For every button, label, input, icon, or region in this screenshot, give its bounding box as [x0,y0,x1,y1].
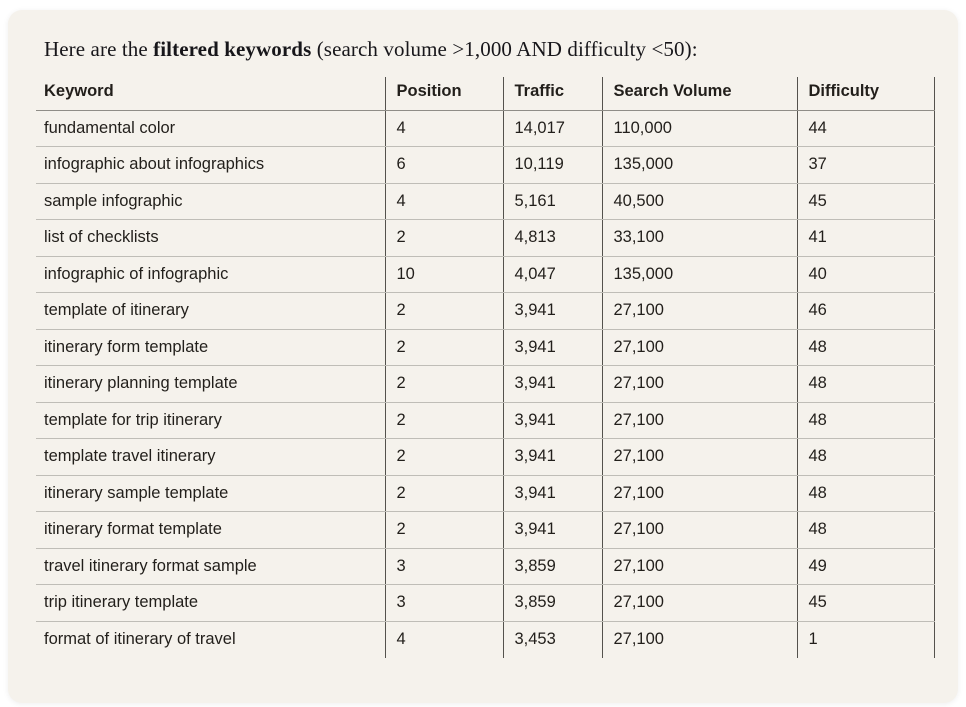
table-cell: 3,859 [503,548,602,585]
table-cell: 3,941 [503,329,602,366]
table-cell: 48 [797,366,934,403]
table-cell: 4 [385,621,503,658]
table-cell: 48 [797,402,934,439]
table-row [36,329,934,366]
column-header-traffic: Traffic [503,77,602,110]
table-cell: 2 [385,439,503,476]
table-header-row [36,77,934,110]
table-cell: sample infographic [36,183,385,220]
table-body [36,110,934,658]
table-cell: 45 [797,585,934,622]
table-cell: itinerary sample template [36,475,385,512]
table-row [36,110,934,147]
table-cell: 4,047 [503,256,602,293]
table-cell: 49 [797,548,934,585]
table-cell: 1 [797,621,934,658]
table-row [36,439,934,476]
table-cell: 3 [385,548,503,585]
table-cell: trip itinerary template [36,585,385,622]
table-cell: 10 [385,256,503,293]
table-row [36,183,934,220]
table-cell: itinerary form template [36,329,385,366]
table-cell: 14,017 [503,110,602,147]
table-cell: 5,161 [503,183,602,220]
table-cell: 2 [385,329,503,366]
table-row [36,147,934,184]
table-cell: travel itinerary format sample [36,548,385,585]
table-cell: 3,941 [503,475,602,512]
table-cell: 33,100 [602,220,797,257]
heading-suffix: (search volume >1,000 AND difficulty <50): [311,37,698,61]
table-cell: 3,941 [503,366,602,403]
table-cell: 3,941 [503,402,602,439]
table-cell: infographic of infographic [36,256,385,293]
table-cell: 27,100 [602,585,797,622]
table-cell: 6 [385,147,503,184]
table-cell: 4,813 [503,220,602,257]
table-cell: 10,119 [503,147,602,184]
column-header-keyword: Keyword [36,77,385,110]
table-cell: template travel itinerary [36,439,385,476]
table-cell: 2 [385,475,503,512]
table-row [36,402,934,439]
table-cell: 27,100 [602,366,797,403]
table-cell: 3 [385,585,503,622]
table-cell: 27,100 [602,621,797,658]
table-cell: 3,453 [503,621,602,658]
table-row [36,621,934,658]
column-header-difficulty: Difficulty [797,77,934,110]
table-cell: 110,000 [602,110,797,147]
content-card [8,10,958,703]
table-cell: infographic about infographics [36,147,385,184]
table-cell: 48 [797,439,934,476]
table-row [36,475,934,512]
table-cell: list of checklists [36,220,385,257]
table-cell: 37 [797,147,934,184]
table-cell: 135,000 [602,147,797,184]
table-cell: 27,100 [602,439,797,476]
table-cell: itinerary format template [36,512,385,549]
table-cell: 27,100 [602,475,797,512]
table-cell: format of itinerary of travel [44,630,236,648]
keywords-table [36,77,935,658]
table-cell: 27,100 [602,548,797,585]
table-cell: 4 [385,183,503,220]
table-cell: 48 [797,512,934,549]
table-cell: 27,100 [602,402,797,439]
table-cell: 27,100 [602,512,797,549]
table-cell: 2 [385,512,503,549]
table-cell: 3,941 [503,512,602,549]
table-cell: 40 [797,256,934,293]
table-cell: 27,100 [602,329,797,366]
table-cell: template of itinerary [36,293,385,330]
column-header-search-volume: Search Volume [602,77,797,110]
table-row [36,512,934,549]
table-row [36,548,934,585]
table-row [36,220,934,257]
table-cell: 44 [797,110,934,147]
table-cell: fundamental color [36,110,385,147]
table-row [36,293,934,330]
table-cell: 48 [797,329,934,366]
table-cell: 3,941 [503,439,602,476]
table-cell: 41 [797,220,934,257]
table-cell: 27,100 [602,293,797,330]
column-header-position: Position [385,77,503,110]
page-title [44,36,958,63]
table-cell: 2 [385,402,503,439]
table-cell: 2 [385,366,503,403]
table-cell: 45 [797,183,934,220]
heading-emphasis: filtered keywords [153,37,312,61]
table-cell: 46 [797,293,934,330]
table-row [36,366,934,403]
table-row [36,256,934,293]
table-cell: 3,941 [503,293,602,330]
table-cell: 40,500 [602,183,797,220]
table-cell: 2 [385,220,503,257]
table-cell: 4 [385,110,503,147]
table-cell: itinerary planning template [36,366,385,403]
table-cell: 48 [797,475,934,512]
table-cell: 2 [385,293,503,330]
table-cell: 135,000 [602,256,797,293]
table-cell: 3,859 [503,585,602,622]
table-cell: template for trip itinerary [36,402,385,439]
heading-prefix: Here are the [44,37,154,61]
table-row [36,585,934,622]
